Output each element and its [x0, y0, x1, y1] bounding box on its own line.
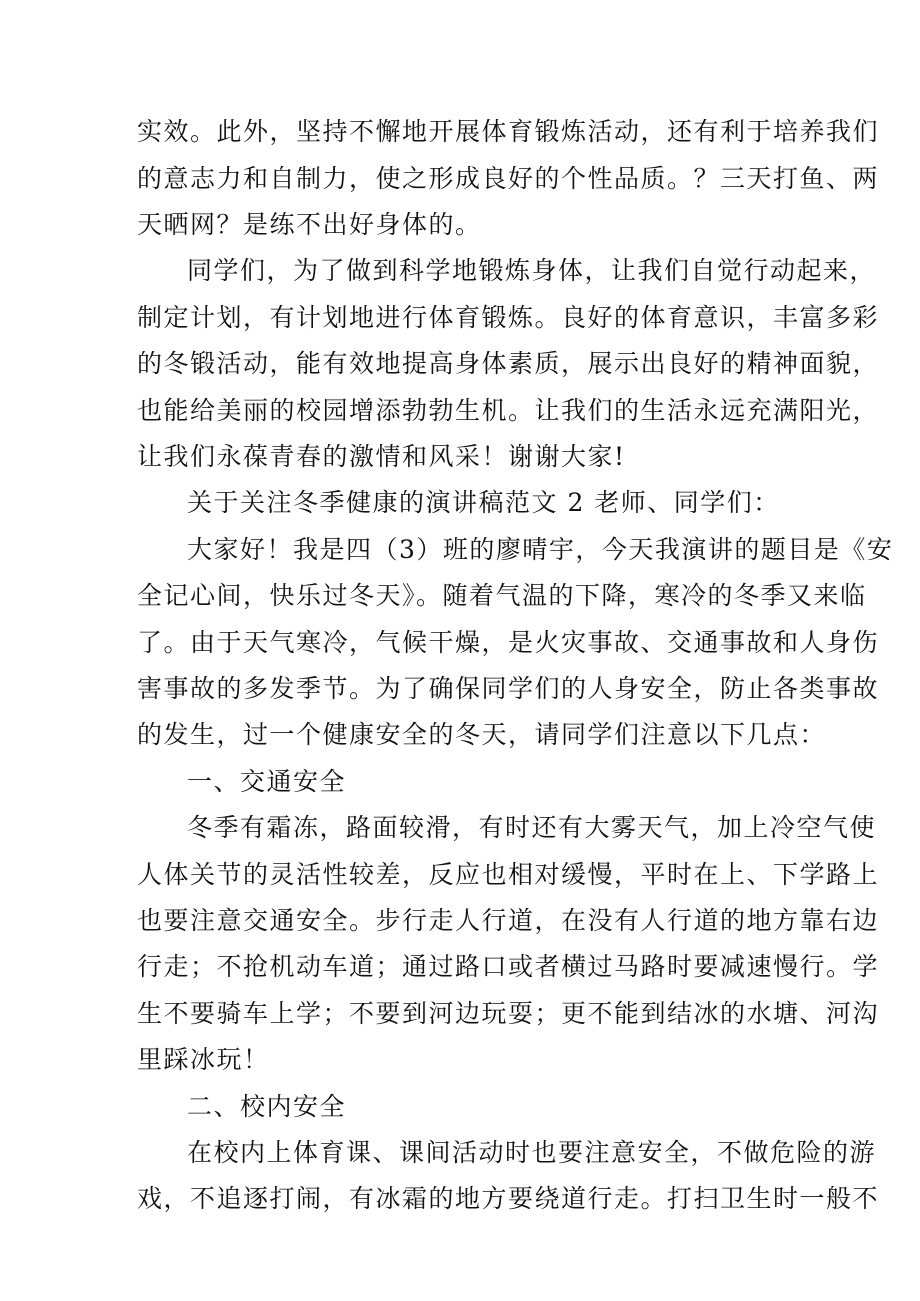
- text-line: 也能给美丽的校园增添勃勃生机。让我们的生活永远充满阳光，: [137, 396, 880, 425]
- paragraph-start-line: 冬季有霜冻，路面较滑，有时还有大雾天气，加上冷空气使: [187, 813, 877, 842]
- text-line: 让我们永葆青春的激情和风采！谢谢大家!: [137, 442, 626, 471]
- text-line: 天晒网？是练不出好身体的。: [137, 210, 482, 239]
- text-line: 里踩冰玩！: [137, 1045, 270, 1074]
- subheading-traffic-safety: 一、交通安全: [187, 767, 347, 796]
- text-line: 人体关节的灵活性较差，反应也相对缓慢，平时在上、下学路上: [137, 860, 880, 889]
- text-line: 害事故的多发季节。为了确保同学们的人身安全，防止各类事故: [137, 674, 880, 703]
- paragraph-start-line: 大家好！我是四（3）班的廖晴宇，今天我演讲的题目是《安: [187, 535, 894, 564]
- text-line: 制定计划，有计划地进行体育锻炼。良好的体育意识，丰富多彩: [137, 303, 880, 332]
- text-line: 也要注意交通安全。步行走人行道，在没有人行道的地方靠右边: [137, 906, 880, 935]
- text-line: 的冬锻活动，能有效地提高身体素质，展示出良好的精神面貌，: [137, 349, 880, 378]
- text-line: 生不要骑车上学；不要到河边玩耍；更不能到结冰的水塘、河沟: [137, 999, 880, 1028]
- paragraph-start-line: 在校内上体育课、课间活动时也要注意安全，不做危险的游: [187, 1138, 877, 1167]
- text-line: 的意志力和自制力，使之形成良好的个性品质。？三天打鱼、两: [137, 164, 880, 193]
- text-line: 全记心间，快乐过冬天》。随着气温的下降，寒冷的冬季又来临: [137, 581, 867, 610]
- subheading-campus-safety: 二、校内安全: [187, 1092, 347, 1121]
- paragraph-start-line: 同学们，为了做到科学地锻炼身体，让我们自觉行动起来，: [187, 256, 877, 285]
- text-line: 戏，不追逐打闹，有冰霜的地方要绕道行走。打扫卫生时一般不: [137, 1184, 880, 1213]
- text-line: 了。由于天气寒冷，气候干燥，是火灾事故、交通事故和人身伤: [137, 628, 880, 657]
- text-line: 的发生，过一个健康安全的冬天，请同学们注意以下几点：: [137, 720, 827, 749]
- text-line: 实效。此外，坚持不懈地开展体育锻炼活动，还有利于培养我们: [137, 117, 880, 146]
- section-heading: 关于关注冬季健康的演讲稿范文 2 老师、同学们：: [187, 488, 780, 517]
- text-line: 行走；不抢机动车道；通过路口或者横过马路时要减速慢行。学: [137, 952, 880, 981]
